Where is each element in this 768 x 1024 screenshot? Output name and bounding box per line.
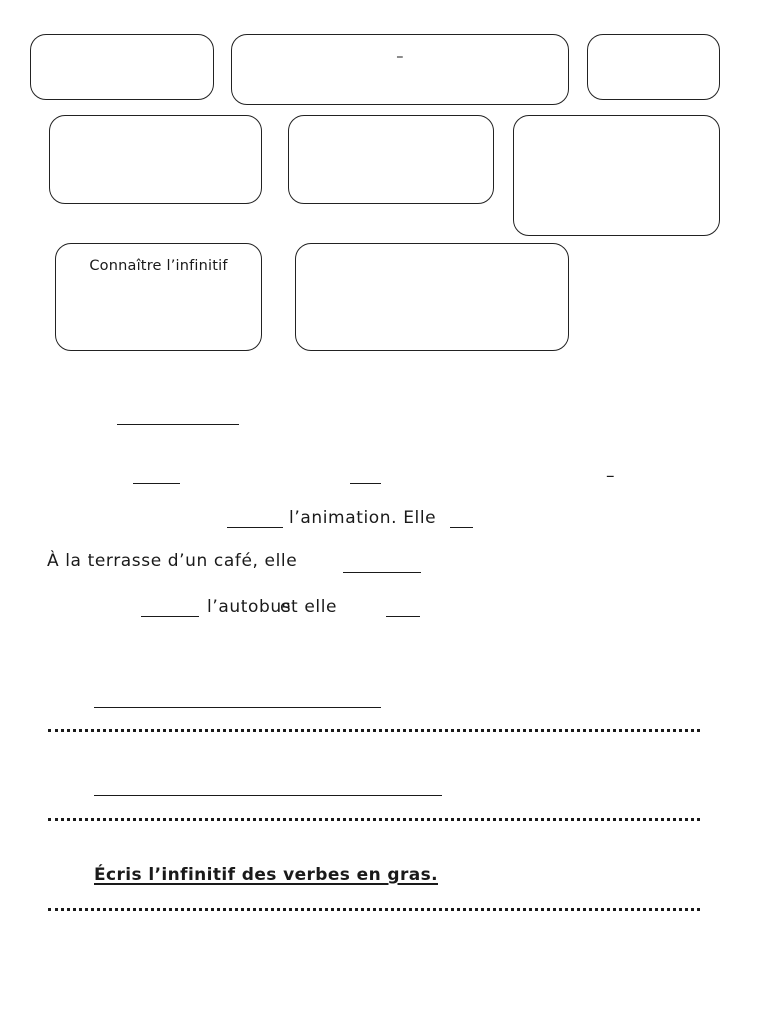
header-box-top-middle-label: – (396, 49, 404, 65)
exercise-2-answer-line[interactable] (48, 818, 700, 821)
story-line-terrasse: À la terrasse d’un café, elle (47, 551, 298, 571)
story-blank-2[interactable] (350, 483, 381, 484)
header-box-top-left (30, 34, 214, 100)
exercise-3-heading: Écris l’infinitif des verbes en gras. (94, 865, 438, 885)
header-box-bottom-wide (295, 243, 569, 351)
story-blank-7[interactable] (386, 616, 420, 617)
exercise-1-answer-line[interactable] (48, 729, 700, 732)
story-blank-6[interactable] (141, 616, 199, 617)
story-line-autobus-elle: et elle (280, 597, 338, 617)
story-blank-5[interactable] (343, 572, 421, 573)
exercise-3-answer-line[interactable] (48, 908, 700, 911)
header-box-mid-middle (288, 115, 494, 204)
exercise-1-heading-underline (94, 707, 381, 708)
exercise-2-heading-underline (94, 795, 442, 796)
objective-label: Connaître l’infinitif (89, 258, 228, 274)
story-blank-4[interactable] (450, 527, 473, 528)
objective-box (55, 243, 262, 351)
story-blank-1[interactable] (133, 483, 180, 484)
story-line-autobus: l’autobus (207, 597, 292, 617)
header-box-mid-right (513, 115, 720, 236)
header-box-mid-left (49, 115, 262, 204)
header-box-top-middle (231, 34, 569, 105)
header-box-top-right (587, 34, 720, 100)
story-line-animation: l’animation. Elle (289, 508, 437, 528)
story-blank-3[interactable] (227, 527, 283, 528)
story-dash: – (606, 466, 616, 486)
title-underline (117, 424, 239, 425)
